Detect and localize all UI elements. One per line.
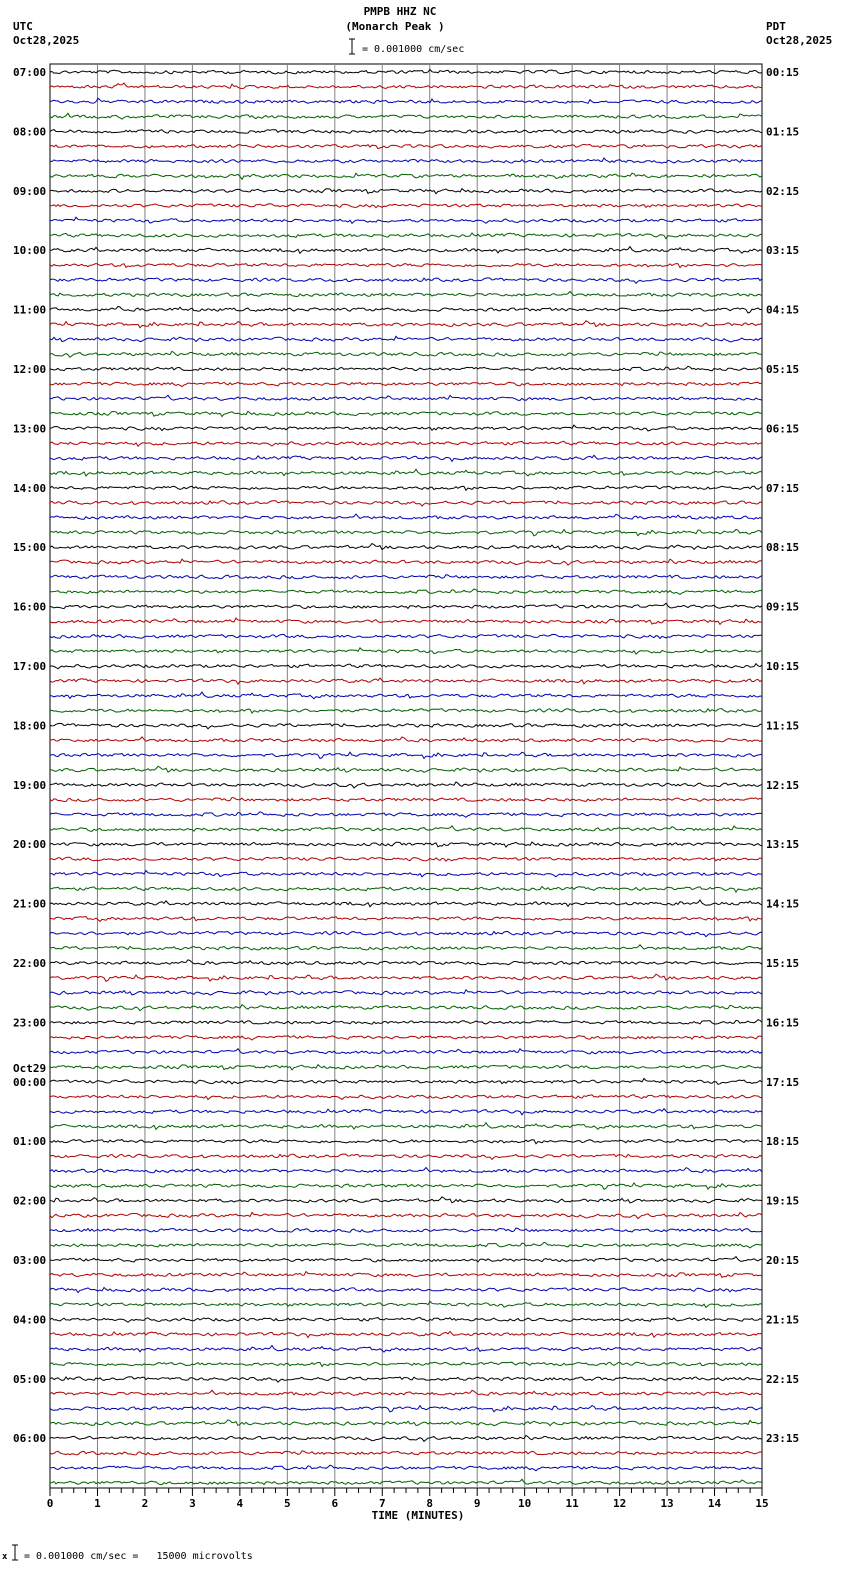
trace-64: [50, 1020, 762, 1024]
trace-31: [50, 530, 762, 536]
left-hour-label: 14:00: [13, 481, 47, 495]
trace-73: [50, 1154, 762, 1159]
left-hour-label: 13:00: [13, 422, 47, 436]
trace-78: [50, 1228, 762, 1232]
trace-50: [50, 812, 762, 818]
trace-76: [50, 1197, 762, 1203]
trace-94: [50, 1465, 762, 1471]
trace-57: [50, 917, 762, 922]
x-tick-label: 10: [518, 1497, 532, 1510]
footer-x-mark: x: [2, 1552, 8, 1562]
trace-19: [50, 351, 762, 357]
trace-93: [50, 1451, 762, 1455]
trace-3: [50, 113, 762, 119]
trace-43: [50, 709, 762, 713]
trace-46: [50, 752, 762, 758]
right-hour-label: 13:15: [766, 838, 800, 852]
trace-22: [50, 395, 762, 400]
trace-27: [50, 469, 762, 476]
x-tick-label: 6: [331, 1497, 339, 1510]
trace-58: [50, 931, 762, 936]
left-hour-label: 12:00: [13, 363, 47, 376]
trace-84: [50, 1318, 762, 1323]
left-hour-label: 15:00: [13, 541, 47, 555]
right-hour-label: 10:15: [766, 660, 800, 673]
left-hour-label: 21:00: [13, 897, 47, 911]
left-hour-label: 20:00: [13, 838, 47, 852]
trace-61: [50, 974, 762, 981]
trace-70: [50, 1109, 762, 1115]
right-hour-label: 23:15: [766, 1432, 800, 1446]
right-hour-label: 14:15: [766, 897, 800, 911]
left-hour-label: 22:00: [13, 957, 47, 970]
trace-63: [50, 1005, 762, 1011]
trace-26: [50, 455, 762, 461]
x-tick-label: 11: [565, 1497, 579, 1510]
trace-1: [50, 83, 762, 88]
trace-71: [50, 1123, 762, 1130]
trace-35: [50, 589, 762, 595]
right-hour-label: 11:15: [766, 719, 800, 733]
scale-label: = 0.001000 cm/sec: [362, 44, 465, 55]
trace-86: [50, 1346, 762, 1353]
x-tick-label: 8: [426, 1497, 434, 1510]
trace-12: [50, 247, 762, 254]
trace-23: [50, 411, 762, 416]
trace-24: [50, 425, 762, 431]
x-tick-label: 9: [473, 1497, 481, 1510]
trace-90: [50, 1406, 762, 1412]
right-hour-label: 00:15: [766, 66, 800, 79]
trace-72: [50, 1139, 762, 1143]
trace-91: [50, 1420, 762, 1426]
trace-92: [50, 1435, 762, 1441]
trace-45: [50, 737, 762, 742]
date-change-label: Oct29: [13, 1061, 47, 1075]
trace-25: [50, 441, 762, 446]
right-hour-label: 02:15: [766, 184, 800, 198]
trace-10: [50, 217, 762, 223]
trace-59: [50, 945, 762, 950]
left-hour-label: 18:00: [13, 719, 47, 733]
footer-scale-label: = 0.001000 cm/sec = 15000 microvolts: [24, 1551, 253, 1562]
x-tick-label: 5: [284, 1497, 291, 1510]
trace-29: [50, 501, 762, 506]
site-name: (Monarch Peak ): [345, 20, 445, 33]
trace-36: [50, 603, 762, 608]
trace-48: [50, 782, 762, 788]
x-tick-label: 7: [378, 1497, 386, 1510]
right-hour-label: 08:15: [766, 541, 800, 555]
trace-65: [50, 1036, 762, 1040]
trace-89: [50, 1390, 762, 1395]
right-date: Oct28,2025: [766, 34, 833, 47]
trace-42: [50, 692, 762, 699]
trace-82: [50, 1288, 762, 1293]
trace-44: [50, 723, 762, 728]
trace-30: [50, 514, 762, 519]
trace-75: [50, 1183, 762, 1189]
x-tick-label: 2: [141, 1497, 149, 1510]
right-hour-label: 12:15: [766, 778, 800, 792]
left-hour-label: 01:00: [13, 1135, 47, 1149]
trace-52: [50, 842, 762, 847]
right-hour-label: 05:15: [766, 363, 800, 376]
trace-79: [50, 1242, 762, 1248]
x-tick-label: 15: [755, 1497, 769, 1510]
trace-60: [50, 960, 762, 965]
trace-32: [50, 544, 762, 550]
right-hour-label: 20:15: [766, 1254, 800, 1267]
trace-83: [50, 1301, 762, 1307]
trace-28: [50, 486, 762, 490]
trace-74: [50, 1168, 762, 1173]
left-hour-label: 07:00: [13, 66, 47, 79]
x-tick-label: 12: [612, 1497, 627, 1510]
left-hour-label: 23:00: [13, 1016, 47, 1030]
trace-66: [50, 1049, 762, 1054]
trace-4: [50, 130, 762, 134]
left-hour-label: 16:00: [13, 600, 47, 614]
trace-8: [50, 189, 762, 194]
trace-14: [50, 278, 762, 283]
trace-33: [50, 559, 762, 565]
trace-37: [50, 618, 762, 624]
trace-51: [50, 826, 762, 831]
left-hour-label: 10:00: [13, 244, 47, 258]
left-hour-label: 06:00: [13, 1432, 47, 1446]
trace-21: [50, 382, 762, 386]
trace-9: [50, 204, 762, 208]
trace-53: [50, 857, 762, 861]
right-hour-label: 06:15: [766, 422, 800, 436]
trace-15: [50, 291, 762, 296]
trace-55: [50, 886, 762, 892]
trace-56: [50, 900, 762, 907]
trace-77: [50, 1213, 762, 1219]
left-hour-label: 17:00: [13, 660, 47, 673]
right-hour-label: 16:15: [766, 1016, 800, 1030]
trace-11: [50, 233, 762, 239]
x-tick-label: 1: [94, 1497, 101, 1510]
right-hour-label: 15:15: [766, 957, 800, 970]
trace-7: [50, 173, 762, 179]
trace-13: [50, 263, 762, 267]
trace-87: [50, 1362, 762, 1366]
trace-20: [50, 366, 762, 371]
right-hour-label: 19:15: [766, 1194, 800, 1208]
x-tick-label: 0: [46, 1497, 54, 1510]
right-hour-label: 09:15: [766, 600, 800, 614]
left-hour-label: 04:00: [13, 1313, 47, 1327]
trace-16: [50, 306, 762, 313]
trace-85: [50, 1331, 762, 1337]
trace-17: [50, 321, 762, 328]
trace-88: [50, 1377, 762, 1382]
trace-2: [50, 98, 762, 103]
x-tick-label: 3: [189, 1497, 196, 1510]
left-hour-label: 00:00: [13, 1075, 47, 1089]
trace-54: [50, 871, 762, 877]
left-date: Oct28,2025: [13, 34, 80, 47]
right-hour-label: 22:15: [766, 1372, 800, 1386]
trace-80: [50, 1257, 762, 1262]
trace-49: [50, 798, 762, 802]
trace-95: [50, 1479, 762, 1484]
trace-6: [50, 158, 762, 163]
right-hour-label: 07:15: [766, 481, 800, 495]
trace-68: [50, 1079, 762, 1085]
right-hour-label: 21:15: [766, 1313, 800, 1327]
trace-40: [50, 664, 762, 669]
trace-81: [50, 1272, 762, 1278]
left-timezone: UTC: [13, 20, 33, 33]
left-hour-label: 09:00: [13, 184, 47, 198]
trace-38: [50, 634, 762, 638]
right-hour-label: 01:15: [766, 125, 800, 139]
station-title: PMPB HHZ NC: [363, 5, 437, 18]
trace-41: [50, 678, 762, 684]
right-hour-label: 18:15: [766, 1135, 800, 1149]
left-hour-label: 11:00: [13, 303, 47, 317]
left-hour-label: 08:00: [13, 125, 47, 139]
x-tick-label: 4: [236, 1497, 244, 1510]
trace-69: [50, 1095, 762, 1100]
trace-34: [50, 575, 762, 579]
x-axis-title: TIME (MINUTES): [371, 1509, 465, 1522]
left-hour-label: 19:00: [13, 778, 47, 792]
left-hour-label: 02:00: [13, 1194, 47, 1208]
footer-scale-bar-icon: [10, 1544, 20, 1562]
right-hour-label: 17:15: [766, 1075, 800, 1089]
right-hour-label: 03:15: [766, 244, 800, 258]
left-hour-label: 03:00: [13, 1254, 47, 1267]
x-tick-label: 13: [660, 1497, 674, 1510]
trace-67: [50, 1065, 762, 1070]
right-hour-label: 04:15: [766, 303, 800, 317]
trace-62: [50, 990, 762, 995]
trace-18: [50, 336, 762, 342]
trace-0: [50, 70, 762, 74]
trace-47: [50, 766, 762, 772]
x-tick-label: 14: [707, 1497, 722, 1510]
trace-5: [50, 144, 762, 148]
trace-39: [50, 648, 762, 654]
left-hour-label: 05:00: [13, 1372, 47, 1386]
right-timezone: PDT: [766, 20, 786, 33]
